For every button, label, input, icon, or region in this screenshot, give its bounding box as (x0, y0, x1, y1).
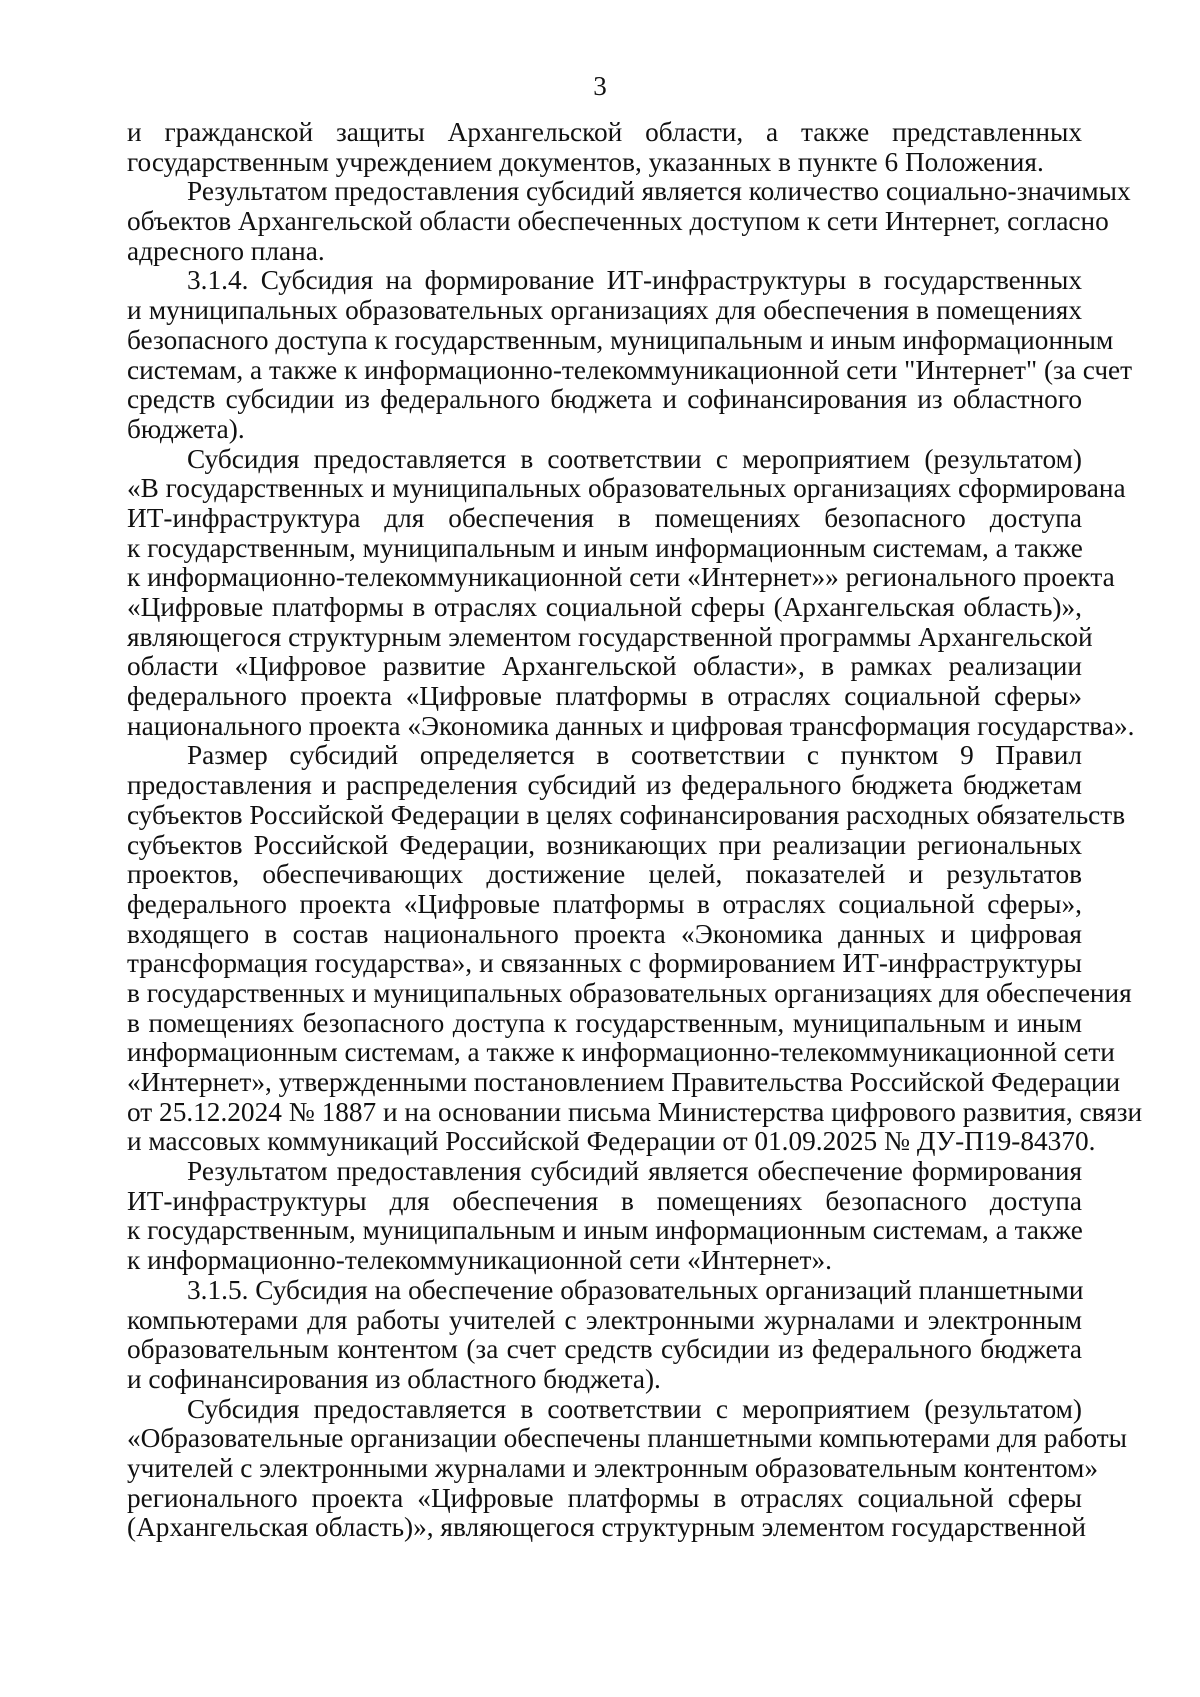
text-line: «Интернет», утвержденными постановлением Правительства Российской Федерации (127, 1067, 1121, 1097)
text-line: проектов, обеспечивающих достижение целей, показателей и результатов (127, 859, 1082, 890)
text-line: и массовых коммуникаций Российской Федерации от 01.09.2025 № ДУ-П19-84370. (127, 1126, 1096, 1157)
text-line: области «Цифровое развитие Архангельской области», в рамках реализации (127, 651, 1082, 682)
text-line: субъектов Российской Федерации, возникающих при реализации региональных (127, 829, 1082, 860)
text-line: государственным учреждением документов, указанных в пункте 6 Положения. (127, 146, 1044, 177)
text-line: Субсидия предоставляется в соответствии с мероприятием (результатом) (187, 1393, 1082, 1424)
text-line: и муниципальных образовательных организациях для обеспечения в помещениях (127, 295, 1082, 326)
text-line: субъектов Российской Федерации в целях софинансирования расходных обязательств (127, 799, 1126, 830)
text-line: Субсидия предоставляется в соответствии с мероприятием (результатом) (187, 443, 1082, 474)
text-line: безопасного доступа к государственным, муниципальным и иным информационным (127, 324, 1114, 355)
text-line: к информационно-телекоммуникационной сети «Интернет»» регионального проекта (127, 562, 1115, 593)
text-line: национального проекта «Экономика данных и цифровая трансформация государства». (127, 710, 1135, 741)
text-line: федерального проекта «Цифровые платформы в отраслях социальной сферы», (127, 888, 1082, 919)
text-line: Результатом предоставления субсидий является обеспечение формирования (187, 1156, 1082, 1187)
text-line: федерального проекта «Цифровые платформы в отраслях социальной сферы» (127, 681, 1082, 712)
text-line: средств субсидии из федерального бюджета и софинансирования из областного (127, 384, 1082, 415)
text-line: трансформация государства», и связанных с формированием ИТ-инфраструктуры (127, 948, 1082, 979)
text-line: 3.1.4. Субсидия на формирование ИТ-инфраструктуры в государственных (187, 265, 1082, 296)
text-line: ИТ-инфраструктуры для обеспечения в помещениях безопасного доступа (127, 1185, 1082, 1216)
text-line: образовательным контентом (за счет средств субсидии из федерального бюджета (127, 1334, 1082, 1365)
text-line: и софинансирования из областного бюджета). (127, 1363, 661, 1394)
text-line: «Образовательные организации обеспечены планшетными компьютерами для работы (127, 1423, 1128, 1454)
text-line: компьютерами для работы учителей с электронными журналами и электронным (127, 1304, 1082, 1335)
text-line: Результатом предоставления субсидий является количество социально-значимых (187, 176, 1131, 207)
text-line: (Архангельская область)», являющегося структурным элементом государственной (127, 1512, 1086, 1543)
text-line: в государственных и муниципальных образовательных организациях для обеспечения (127, 977, 1132, 1008)
text-line: объектов Архангельской области обеспеченных доступом к сети Интернет, согласно (127, 206, 1109, 237)
text-line: к государственным, муниципальным и иным информационным системам, а также (127, 1215, 1083, 1246)
text-line: учителей с электронными журналами и электронным образовательным контентом» (127, 1452, 1098, 1483)
text-line: к информационно-телекоммуникационной сети «Интернет». (127, 1245, 832, 1276)
text-line: от 25.12.2024 № 1887 и на основании письма Министерства цифрового развития, связи (127, 1096, 1143, 1127)
text-line: являющегося структурным элементом государственной программы Архангельской (127, 621, 1093, 652)
text-line: «В государственных и муниципальных образовательных организациях сформирована (127, 473, 1126, 504)
text-line: регионального проекта «Цифровые платформы в отраслях социальной сферы (127, 1482, 1082, 1513)
text-line: бюджета). (127, 413, 245, 444)
text-line: 3.1.5. Субсидия на обеспечение образовательных организаций планшетными (187, 1274, 1084, 1305)
text-line: адресного плана. (127, 235, 325, 266)
text-line: входящего в состав национального проекта «Экономика данных и цифровая (127, 918, 1082, 949)
text-line: в помещениях безопасного доступа к государственным, муниципальным и иным (127, 1007, 1082, 1038)
text-line: и гражданской защиты Архангельской области, а также представленных (127, 117, 1082, 147)
document-body (127, 117, 1143, 1543)
text-line: Размер субсидий определяется в соответствии с пунктом 9 Правил (187, 740, 1082, 771)
text-line: системам, а также к информационно-телекоммуникационной сети "Интернет" (за счет (127, 354, 1133, 385)
text-line: ИТ-инфраструктура для обеспечения в помещениях безопасного доступа (127, 502, 1082, 533)
page-number: 3 (593, 71, 607, 101)
text-line: информационным системам, а также к информационно-телекоммуникационной сети (127, 1037, 1115, 1068)
text-line: предоставления и распределения субсидий из федерального бюджета бюджетам (127, 770, 1082, 801)
text-line: «Цифровые платформы в отраслях социальной сферы (Архангельская область)», (127, 592, 1082, 622)
text-line: к государственным, муниципальным и иным информационным системам, а также (127, 532, 1083, 563)
